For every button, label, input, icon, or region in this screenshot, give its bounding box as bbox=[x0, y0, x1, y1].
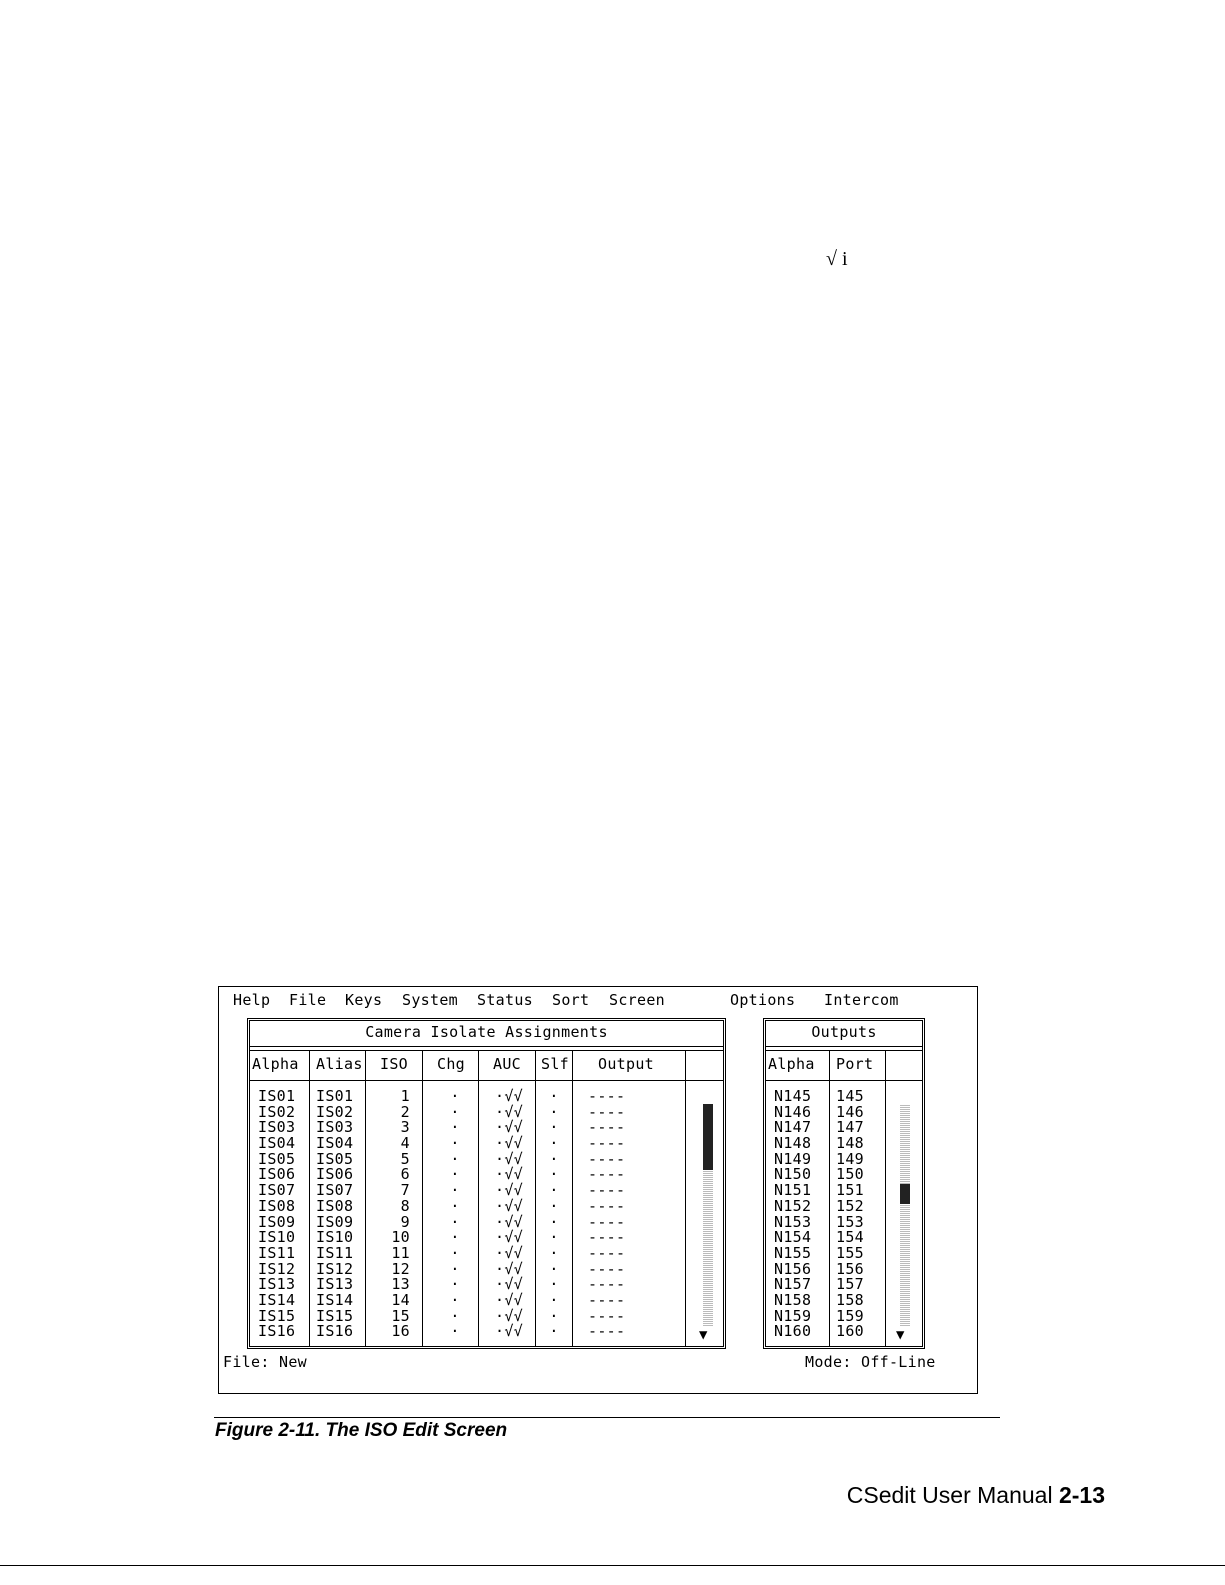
cell-iso: 4 bbox=[400, 1134, 410, 1153]
cell-iso: 6 bbox=[400, 1165, 410, 1184]
iso-scroll-thumb[interactable] bbox=[703, 1104, 713, 1170]
cell-alias: IS05 bbox=[316, 1149, 354, 1168]
cell-alias: IS07 bbox=[316, 1181, 354, 1200]
cell-chg: · bbox=[450, 1196, 460, 1215]
cell-alias: IS01 bbox=[316, 1087, 354, 1105]
column-header-port[interactable]: Port bbox=[836, 1055, 874, 1073]
cell-alias: IS14 bbox=[316, 1290, 354, 1309]
cell-iso: 11 bbox=[391, 1243, 410, 1262]
cell-alpha: N150 bbox=[774, 1165, 812, 1184]
cell-chg: · bbox=[450, 1259, 460, 1278]
cell-alpha: N152 bbox=[774, 1196, 812, 1215]
cell-output: ---- bbox=[588, 1134, 626, 1153]
column-header-iso[interactable]: ISO bbox=[380, 1055, 408, 1073]
cell-iso: 16 bbox=[391, 1322, 410, 1341]
cell-iso: 10 bbox=[391, 1228, 410, 1247]
cell-alpha: N159 bbox=[774, 1306, 812, 1325]
menu-screen[interactable]: Screen bbox=[609, 991, 665, 1009]
outputs-scrollbar[interactable] bbox=[900, 1104, 910, 1326]
cell-alpha: IS08 bbox=[258, 1196, 296, 1215]
cell-alpha: IS01 bbox=[258, 1087, 296, 1105]
cell-chg: · bbox=[450, 1322, 460, 1341]
cell-iso: 5 bbox=[400, 1149, 410, 1168]
cell-chg: · bbox=[450, 1212, 460, 1231]
cell-alpha: N158 bbox=[774, 1290, 812, 1309]
cell-auc: ·√√ bbox=[495, 1102, 523, 1121]
cell-port: 147 bbox=[836, 1118, 864, 1137]
cell-chg: · bbox=[450, 1275, 460, 1294]
cell-output: ---- bbox=[588, 1212, 626, 1231]
menu-file[interactable]: File bbox=[289, 991, 327, 1009]
cell-slf: · bbox=[549, 1228, 559, 1247]
column-header-output[interactable]: Output bbox=[598, 1055, 654, 1073]
column-header-alpha[interactable]: Alpha bbox=[252, 1055, 299, 1073]
cell-slf: · bbox=[549, 1118, 559, 1137]
figure-caption: Figure 2-11. The ISO Edit Screen bbox=[215, 1420, 508, 1441]
cell-alpha: IS06 bbox=[258, 1165, 296, 1184]
cell-alpha: IS09 bbox=[258, 1212, 296, 1231]
cell-port: 146 bbox=[836, 1102, 864, 1121]
manual-title: CSedit User Manual bbox=[846, 1482, 1053, 1508]
cell-slf: · bbox=[549, 1102, 559, 1121]
cell-port: 145 bbox=[836, 1087, 864, 1105]
iso-edit-screen bbox=[218, 986, 978, 1394]
cell-alpha: N160 bbox=[774, 1322, 812, 1341]
cell-alpha: N148 bbox=[774, 1134, 812, 1153]
menu-system[interactable]: System bbox=[402, 991, 458, 1009]
cell-auc: ·√√ bbox=[495, 1243, 523, 1262]
cell-alpha: N146 bbox=[774, 1102, 812, 1121]
cell-port: 157 bbox=[836, 1275, 864, 1294]
header-divider bbox=[250, 1080, 723, 1081]
cell-alpha: IS02 bbox=[258, 1102, 296, 1121]
cell-port: 150 bbox=[836, 1165, 864, 1184]
cell-auc: ·√√ bbox=[495, 1290, 523, 1309]
column-header-slf[interactable]: Slf bbox=[541, 1055, 569, 1073]
cell-slf: · bbox=[549, 1322, 559, 1341]
cell-output: ---- bbox=[588, 1275, 626, 1294]
caption-divider bbox=[214, 1417, 1000, 1418]
cell-alias: IS10 bbox=[316, 1228, 354, 1247]
cell-alias: IS15 bbox=[316, 1306, 354, 1325]
cell-output: ---- bbox=[588, 1259, 626, 1278]
cell-chg: · bbox=[450, 1149, 460, 1168]
panel-title: Outputs bbox=[811, 1023, 877, 1041]
cell-output: ---- bbox=[588, 1228, 626, 1247]
file-status: File: New bbox=[223, 1353, 307, 1371]
cell-alpha: IS10 bbox=[258, 1228, 296, 1247]
cell-output: ---- bbox=[588, 1196, 626, 1215]
cell-iso: 3 bbox=[400, 1118, 410, 1137]
title-divider bbox=[766, 1046, 922, 1051]
cell-slf: · bbox=[549, 1196, 559, 1215]
cell-alias: IS04 bbox=[316, 1134, 354, 1153]
cell-iso: 8 bbox=[400, 1196, 410, 1215]
cell-output: ---- bbox=[588, 1306, 626, 1325]
cell-chg: · bbox=[450, 1118, 460, 1137]
cell-auc: ·√√ bbox=[495, 1181, 523, 1200]
cell-port: 154 bbox=[836, 1228, 864, 1247]
cell-slf: · bbox=[549, 1290, 559, 1309]
cell-output: ---- bbox=[588, 1290, 626, 1309]
cell-alias: IS03 bbox=[316, 1118, 354, 1137]
camera-isolate-panel bbox=[247, 1018, 726, 1349]
cell-alpha: N154 bbox=[774, 1228, 812, 1247]
cell-alias: IS11 bbox=[316, 1243, 354, 1262]
cell-auc: ·√√ bbox=[495, 1118, 523, 1137]
cell-slf: · bbox=[549, 1087, 559, 1105]
cell-alias: IS08 bbox=[316, 1196, 354, 1215]
cell-alpha: N149 bbox=[774, 1149, 812, 1168]
cell-alpha: N145 bbox=[774, 1087, 812, 1105]
cell-alpha: IS11 bbox=[258, 1243, 296, 1262]
cell-port: 153 bbox=[836, 1212, 864, 1231]
cell-auc: ·√√ bbox=[495, 1259, 523, 1278]
stray-mark: √ i bbox=[826, 248, 848, 270]
cell-auc: ·√√ bbox=[495, 1149, 523, 1168]
cell-port: 156 bbox=[836, 1259, 864, 1278]
cell-alias: IS02 bbox=[316, 1102, 354, 1121]
cell-output: ---- bbox=[588, 1149, 626, 1168]
scroll-down-arrow-icon[interactable]: ▼ bbox=[896, 1327, 905, 1343]
outputs-table-body bbox=[766, 1089, 922, 1340]
column-header-chg[interactable]: Chg bbox=[437, 1055, 465, 1073]
cell-iso: 9 bbox=[400, 1212, 410, 1231]
cell-chg: · bbox=[450, 1181, 460, 1200]
cell-alpha: IS12 bbox=[258, 1259, 296, 1278]
cell-alpha: IS15 bbox=[258, 1306, 296, 1325]
mode-status: Mode: Off-Line bbox=[805, 1353, 936, 1371]
cell-port: 155 bbox=[836, 1243, 864, 1262]
outputs-panel bbox=[763, 1018, 925, 1349]
menu-status[interactable]: Status bbox=[477, 991, 533, 1009]
menu-help[interactable]: Help bbox=[233, 991, 271, 1009]
table-row[interactable] bbox=[250, 1324, 723, 1340]
cell-slf: · bbox=[549, 1212, 559, 1231]
cell-slf: · bbox=[549, 1165, 559, 1184]
cell-port: 160 bbox=[836, 1322, 864, 1341]
header-divider bbox=[766, 1080, 922, 1081]
cell-chg: · bbox=[450, 1102, 460, 1121]
cell-output: ---- bbox=[588, 1243, 626, 1262]
cell-chg: · bbox=[450, 1165, 460, 1184]
cell-auc: ·√√ bbox=[495, 1134, 523, 1153]
cell-port: 158 bbox=[836, 1290, 864, 1309]
menu-bar bbox=[233, 993, 971, 1011]
column-header-auc[interactable]: AUC bbox=[493, 1055, 521, 1073]
cell-auc: ·√√ bbox=[495, 1275, 523, 1294]
cell-slf: · bbox=[549, 1275, 559, 1294]
cell-alpha: IS14 bbox=[258, 1290, 296, 1309]
cell-chg: · bbox=[450, 1243, 460, 1262]
page-footer bbox=[847, 1482, 1105, 1509]
cell-output: ---- bbox=[588, 1165, 626, 1184]
cell-chg: · bbox=[450, 1228, 460, 1247]
cell-output: ---- bbox=[588, 1087, 626, 1105]
cell-iso: 2 bbox=[400, 1102, 410, 1121]
cell-alpha: IS13 bbox=[258, 1275, 296, 1294]
cell-auc: ·√√ bbox=[495, 1306, 523, 1325]
cell-iso: 7 bbox=[400, 1181, 410, 1200]
cell-alpha: IS03 bbox=[258, 1118, 296, 1137]
menu-sort[interactable]: Sort bbox=[552, 991, 590, 1009]
cell-auc: ·√√ bbox=[495, 1196, 523, 1215]
page-number: 2-13 bbox=[1058, 1482, 1105, 1508]
cell-output: ---- bbox=[588, 1322, 626, 1341]
cell-slf: · bbox=[549, 1134, 559, 1153]
title-divider bbox=[250, 1046, 723, 1051]
scroll-down-arrow-icon[interactable]: ▼ bbox=[699, 1327, 708, 1343]
cell-alpha: IS07 bbox=[258, 1181, 296, 1200]
cell-output: ---- bbox=[588, 1181, 626, 1200]
cell-iso: 1 bbox=[400, 1087, 410, 1105]
cell-iso: 15 bbox=[391, 1306, 410, 1325]
cell-alpha: IS16 bbox=[258, 1322, 296, 1341]
cell-port: 148 bbox=[836, 1134, 864, 1153]
panel-title: Camera Isolate Assignments bbox=[365, 1023, 608, 1041]
cell-auc: ·√√ bbox=[495, 1165, 523, 1184]
outputs-scroll-thumb[interactable] bbox=[900, 1184, 910, 1204]
menu-keys[interactable]: Keys bbox=[345, 991, 383, 1009]
column-header-alias[interactable]: Alias bbox=[316, 1055, 363, 1073]
cell-auc: ·√√ bbox=[495, 1228, 523, 1247]
iso-scrollbar[interactable] bbox=[703, 1104, 713, 1326]
cell-chg: · bbox=[450, 1087, 460, 1105]
menu-intercom[interactable]: Intercom bbox=[824, 991, 899, 1009]
cell-slf: · bbox=[549, 1149, 559, 1168]
cell-alpha: IS05 bbox=[258, 1149, 296, 1168]
menu-options[interactable]: Options bbox=[730, 991, 796, 1009]
cell-slf: · bbox=[549, 1259, 559, 1278]
cell-alias: IS16 bbox=[316, 1322, 354, 1341]
cell-chg: · bbox=[450, 1306, 460, 1325]
cell-slf: · bbox=[549, 1243, 559, 1262]
cell-output: ---- bbox=[588, 1118, 626, 1137]
cell-chg: · bbox=[450, 1290, 460, 1309]
cell-auc: ·√√ bbox=[495, 1212, 523, 1231]
page-bottom-rule bbox=[0, 1565, 1225, 1566]
cell-slf: · bbox=[549, 1181, 559, 1200]
cell-port: 159 bbox=[836, 1306, 864, 1325]
cell-chg: · bbox=[450, 1134, 460, 1153]
cell-iso: 13 bbox=[391, 1275, 410, 1294]
cell-alpha: N147 bbox=[774, 1118, 812, 1137]
cell-iso: 14 bbox=[391, 1290, 410, 1309]
cell-alias: IS12 bbox=[316, 1259, 354, 1278]
cell-port: 152 bbox=[836, 1196, 864, 1215]
cell-port: 151 bbox=[836, 1181, 864, 1200]
column-header-alpha[interactable]: Alpha bbox=[768, 1055, 815, 1073]
cell-alias: IS06 bbox=[316, 1165, 354, 1184]
cell-port: 149 bbox=[836, 1149, 864, 1168]
cell-alias: IS13 bbox=[316, 1275, 354, 1294]
iso-table-body bbox=[250, 1089, 723, 1340]
cell-auc: ·√√ bbox=[495, 1322, 523, 1341]
cell-alias: IS09 bbox=[316, 1212, 354, 1231]
cell-alpha: N151 bbox=[774, 1181, 812, 1200]
cell-alpha: N155 bbox=[774, 1243, 812, 1262]
cell-auc: ·√√ bbox=[495, 1087, 523, 1105]
cell-alpha: IS04 bbox=[258, 1134, 296, 1153]
cell-iso: 12 bbox=[391, 1259, 410, 1278]
cell-alpha: N153 bbox=[774, 1212, 812, 1231]
cell-output: ---- bbox=[588, 1102, 626, 1121]
cell-alpha: N156 bbox=[774, 1259, 812, 1278]
cell-alpha: N157 bbox=[774, 1275, 812, 1294]
cell-slf: · bbox=[549, 1306, 559, 1325]
